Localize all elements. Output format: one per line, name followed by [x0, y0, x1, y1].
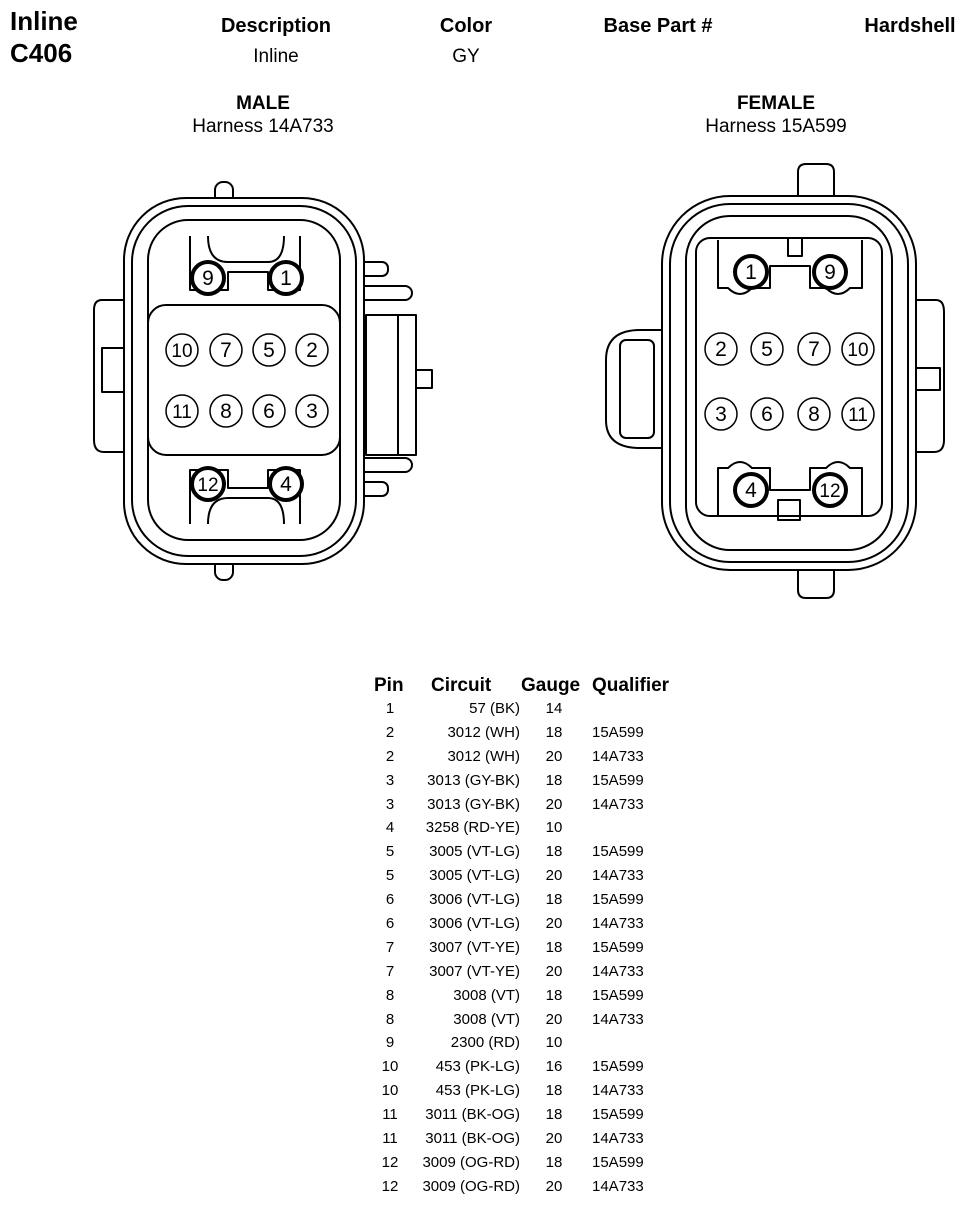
cell-qualifier: 14A733 — [592, 915, 644, 933]
cell-circuit: 3006 (VT-LG) — [429, 891, 520, 909]
cell-qualifier: 14A733 — [592, 1010, 644, 1028]
female-pin-5 — [751, 333, 783, 365]
cell-gauge: 18 — [545, 1153, 563, 1171]
cell-qualifier: 14A733 — [592, 1082, 644, 1100]
male-pin-label: 3 — [306, 400, 318, 423]
cell-circuit: 3008 (VT) — [453, 1010, 520, 1028]
male-pin-label: 6 — [263, 400, 275, 423]
cell-pin: 10 — [381, 1058, 399, 1076]
female-pin-label: 1 — [745, 261, 757, 284]
cell-gauge: 18 — [545, 771, 563, 789]
female-pin-label: 11 — [848, 405, 868, 426]
cell-qualifier: 15A599 — [592, 843, 644, 861]
female-pin-8 — [798, 398, 830, 430]
cell-gauge: 16 — [545, 1058, 563, 1076]
female-pin-7 — [798, 333, 830, 365]
cell-qualifier: 15A599 — [592, 1106, 644, 1124]
cell-pin: 11 — [382, 1130, 398, 1148]
female-pin-label: 9 — [824, 261, 836, 284]
cell-gauge: 18 — [545, 1082, 563, 1100]
male-pin-label: 4 — [280, 473, 292, 496]
cell-gauge: 20 — [545, 1010, 563, 1028]
cell-circuit: 3005 (VT-LG) — [429, 867, 520, 885]
cell-gauge: 18 — [545, 938, 563, 956]
cell-gauge: 20 — [545, 1130, 563, 1148]
female-pin-label: 6 — [761, 403, 773, 426]
cell-pin: 7 — [385, 938, 395, 956]
cell-gauge: 20 — [545, 795, 563, 813]
cell-gauge: 10 — [545, 819, 563, 837]
cell-pin: 2 — [385, 723, 395, 741]
female-pin-12 — [814, 474, 846, 506]
female-pin-3 — [705, 398, 737, 430]
male-pin-label: 2 — [306, 339, 318, 362]
cell-pin: 3 — [385, 795, 395, 813]
cell-circuit: 3008 (VT) — [453, 986, 520, 1004]
cell-qualifier: 15A599 — [592, 723, 644, 741]
cell-pin: 12 — [381, 1177, 399, 1195]
male-harness: Harness 14A733 — [192, 116, 334, 137]
cell-circuit: 3009 (OG-RD) — [422, 1153, 520, 1171]
hardshell-label: Hardshell — [864, 15, 956, 37]
base-part-label: Base Part # — [603, 15, 713, 37]
cell-circuit: 453 (PK-LG) — [435, 1058, 520, 1076]
table-header-pin: Pin — [374, 675, 404, 696]
cell-circuit: 3009 (OG-RD) — [422, 1177, 520, 1195]
cell-pin: 8 — [385, 986, 395, 1004]
cell-gauge: 18 — [545, 891, 563, 909]
color-value: GY — [452, 46, 480, 67]
female-pin-label: 7 — [808, 338, 820, 361]
cell-circuit: 3011 (BK-OG) — [425, 1106, 520, 1124]
female-title: FEMALE — [736, 93, 816, 114]
male-pin-label: 12 — [197, 475, 219, 496]
cell-pin: 7 — [385, 962, 395, 980]
cell-gauge: 20 — [545, 962, 563, 980]
table-header-circuit: Circuit — [431, 675, 492, 696]
female-pin-label: 3 — [715, 403, 727, 426]
cell-circuit: 2300 (RD) — [450, 1034, 520, 1052]
cell-circuit: 3005 (VT-LG) — [429, 843, 520, 861]
female-pin-2 — [705, 333, 737, 365]
cell-pin: 6 — [385, 915, 395, 933]
male-pin-label: 9 — [202, 267, 214, 290]
male-pin-label: 5 — [263, 339, 275, 362]
female-pin-label: 4 — [745, 479, 757, 502]
cell-gauge: 18 — [545, 843, 563, 861]
cell-pin: 9 — [385, 1034, 395, 1052]
cell-circuit: 3258 (RD-YE) — [425, 819, 520, 837]
cell-circuit: 3013 (GY-BK) — [427, 771, 520, 789]
cell-qualifier: 15A599 — [592, 938, 644, 956]
cell-circuit: 453 (PK-LG) — [435, 1082, 520, 1100]
cell-pin: 2 — [385, 747, 395, 765]
cell-circuit: 3007 (VT-YE) — [429, 938, 520, 956]
cell-qualifier: 14A733 — [592, 867, 644, 885]
cell-qualifier: 15A599 — [592, 1153, 644, 1171]
description-label: Description — [220, 15, 332, 37]
male-pin-label: 8 — [220, 400, 232, 423]
cell-circuit: 3007 (VT-YE) — [429, 962, 520, 980]
cell-qualifier: 14A733 — [592, 1177, 644, 1195]
cell-gauge: 20 — [545, 1177, 563, 1195]
female-pin-11 — [842, 398, 874, 430]
male-pin-label: 10 — [171, 341, 193, 362]
cell-circuit: 3011 (BK-OG) — [425, 1130, 520, 1148]
cell-qualifier: 15A599 — [592, 1058, 644, 1076]
female-pin-6 — [751, 398, 783, 430]
cell-qualifier: 14A733 — [592, 962, 644, 980]
female-pin-label: 5 — [761, 338, 773, 361]
cell-gauge: 18 — [545, 723, 563, 741]
female-pin-4 — [735, 474, 767, 506]
female-pin-label: 2 — [715, 338, 727, 361]
male-pin-label: 1 — [280, 267, 292, 290]
male-title: MALE — [236, 93, 290, 114]
cell-qualifier: 15A599 — [592, 986, 644, 1004]
cell-circuit: 3012 (WH) — [447, 723, 520, 741]
connector-id: C406 — [10, 38, 73, 68]
cell-gauge: 14 — [545, 700, 563, 717]
female-pin-10 — [842, 333, 874, 365]
female-pin-9 — [814, 256, 846, 288]
female-pin-label: 8 — [808, 403, 820, 426]
color-label: Color — [439, 15, 493, 37]
table-header-qualifier: Qualifier — [592, 675, 670, 696]
male-pin-label: 11 — [172, 402, 192, 423]
description-value: Inline — [253, 46, 299, 67]
cell-qualifier: 14A733 — [592, 747, 644, 765]
cell-pin: 6 — [385, 891, 395, 909]
table-header-gauge: Gauge — [521, 675, 581, 696]
cell-pin: 8 — [385, 1010, 395, 1028]
cell-pin: 5 — [385, 867, 395, 885]
female-pin-1 — [735, 256, 767, 288]
cell-pin: 4 — [385, 819, 395, 837]
female-harness: Harness 15A599 — [705, 116, 847, 137]
cell-gauge: 20 — [545, 915, 563, 933]
cell-circuit: 3006 (VT-LG) — [429, 915, 520, 933]
cell-gauge: 18 — [545, 986, 563, 1004]
cell-qualifier: 14A733 — [592, 1130, 644, 1148]
cell-pin: 10 — [381, 1082, 399, 1100]
cell-pin: 1 — [385, 700, 395, 717]
cell-pin: 3 — [385, 771, 395, 789]
cell-circuit: 3012 (WH) — [447, 747, 520, 765]
male-pin-label: 7 — [220, 339, 232, 362]
cell-gauge: 18 — [545, 1106, 563, 1124]
cell-circuit: 57 (BK) — [469, 700, 520, 717]
cell-gauge: 20 — [545, 747, 563, 765]
cell-gauge: 20 — [545, 867, 563, 885]
cell-pin: 12 — [381, 1153, 399, 1171]
cell-gauge: 10 — [545, 1034, 563, 1052]
cell-circuit: 3013 (GY-BK) — [427, 795, 520, 813]
cell-pin: 11 — [382, 1106, 398, 1124]
female-pin-label: 12 — [819, 481, 841, 502]
cell-qualifier: 14A733 — [592, 795, 644, 813]
cell-pin: 5 — [385, 843, 395, 861]
female-pin-label: 10 — [847, 340, 869, 361]
cell-qualifier: 15A599 — [592, 891, 644, 909]
cell-qualifier: 15A599 — [592, 771, 644, 789]
connector-type: Inline — [10, 6, 78, 36]
